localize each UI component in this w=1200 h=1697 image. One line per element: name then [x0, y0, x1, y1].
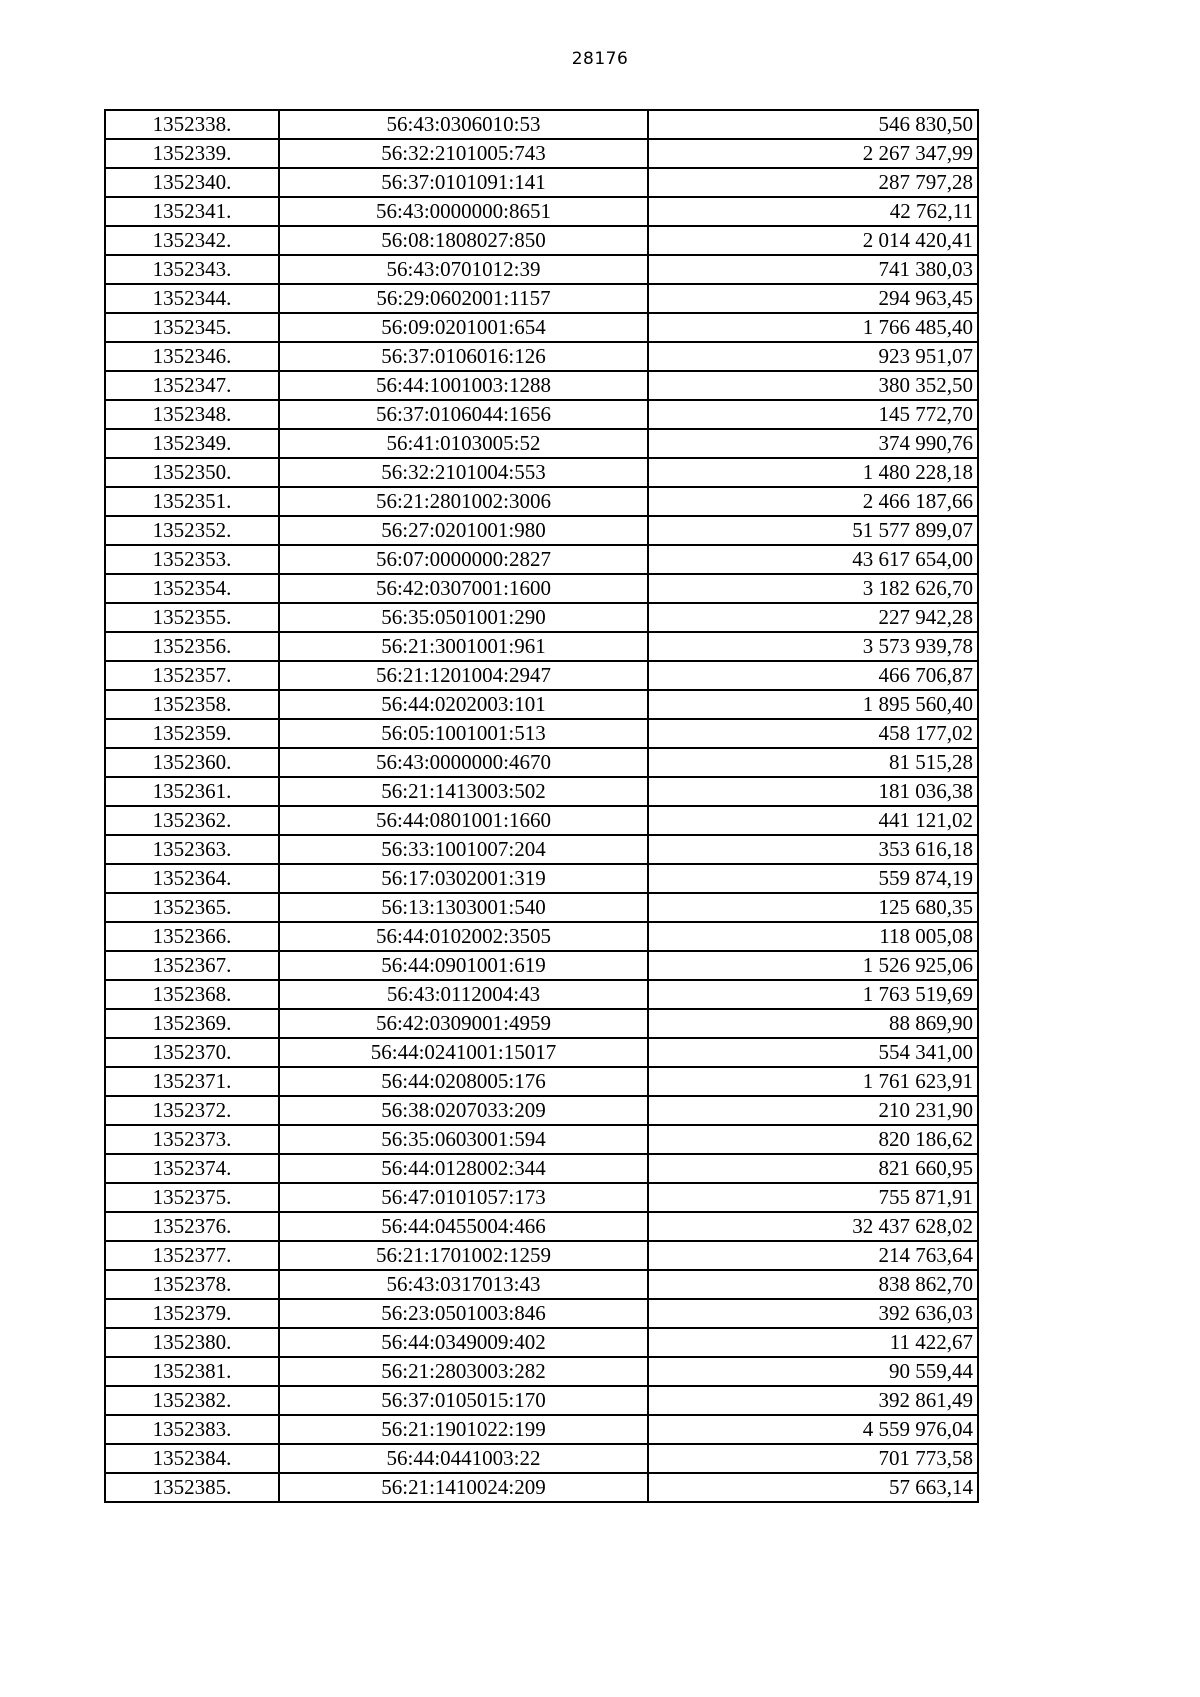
table-row — [105, 168, 978, 197]
row-number: 1352369. — [105, 1009, 279, 1038]
table-row — [105, 661, 978, 690]
table-row — [105, 1096, 978, 1125]
cadastral-number: 56:27:0201001:980 — [279, 516, 648, 545]
cadastral-value: 2 267 347,99 — [648, 139, 978, 168]
cadastral-number: 56:09:0201001:654 — [279, 313, 648, 342]
cadastral-number: 56:32:2101005:743 — [279, 139, 648, 168]
table-row — [105, 1444, 978, 1473]
table-row — [105, 748, 978, 777]
cadastral-number: 56:21:3001001:961 — [279, 632, 648, 661]
cadastral-value-table — [104, 109, 979, 1503]
table-row — [105, 139, 978, 168]
cadastral-value: 923 951,07 — [648, 342, 978, 371]
row-number: 1352359. — [105, 719, 279, 748]
cadastral-number: 56:44:0901001:619 — [279, 951, 648, 980]
table-row — [105, 371, 978, 400]
cadastral-number: 56:44:0128002:344 — [279, 1154, 648, 1183]
cadastral-value: 81 515,28 — [648, 748, 978, 777]
table-row — [105, 1299, 978, 1328]
table-row — [105, 1125, 978, 1154]
row-number: 1352355. — [105, 603, 279, 632]
cadastral-value: 11 422,67 — [648, 1328, 978, 1357]
table-row — [105, 284, 978, 313]
cadastral-value: 380 352,50 — [648, 371, 978, 400]
row-number: 1352340. — [105, 168, 279, 197]
cadastral-number: 56:37:0101091:141 — [279, 168, 648, 197]
table-row — [105, 806, 978, 835]
table-row — [105, 226, 978, 255]
table-row — [105, 1154, 978, 1183]
cadastral-number: 56:44:0241001:15017 — [279, 1038, 648, 1067]
table-row — [105, 574, 978, 603]
row-number: 1352338. — [105, 110, 279, 139]
cadastral-number: 56:42:0309001:4959 — [279, 1009, 648, 1038]
row-number: 1352368. — [105, 980, 279, 1009]
cadastral-number: 56:44:0349009:402 — [279, 1328, 648, 1357]
table-row — [105, 313, 978, 342]
table-row — [105, 1241, 978, 1270]
row-number: 1352351. — [105, 487, 279, 516]
row-number: 1352374. — [105, 1154, 279, 1183]
cadastral-number: 56:41:0103005:52 — [279, 429, 648, 458]
cadastral-value: 1 766 485,40 — [648, 313, 978, 342]
row-number: 1352377. — [105, 1241, 279, 1270]
table-row — [105, 255, 978, 284]
row-number: 1352378. — [105, 1270, 279, 1299]
row-number: 1352357. — [105, 661, 279, 690]
row-number: 1352350. — [105, 458, 279, 487]
cadastral-number: 56:33:1001007:204 — [279, 835, 648, 864]
table-row — [105, 777, 978, 806]
row-number: 1352370. — [105, 1038, 279, 1067]
table-body — [105, 110, 978, 1502]
row-number: 1352379. — [105, 1299, 279, 1328]
table-row — [105, 1328, 978, 1357]
cadastral-value: 32 437 628,02 — [648, 1212, 978, 1241]
table-row — [105, 835, 978, 864]
cadastral-number: 56:29:0602001:1157 — [279, 284, 648, 313]
row-number: 1352349. — [105, 429, 279, 458]
table-row — [105, 632, 978, 661]
table-row — [105, 864, 978, 893]
table-row — [105, 458, 978, 487]
cadastral-number: 56:43:0000000:8651 — [279, 197, 648, 226]
row-number: 1352385. — [105, 1473, 279, 1502]
row-number: 1352383. — [105, 1415, 279, 1444]
table-row — [105, 1473, 978, 1502]
cadastral-value: 1 480 228,18 — [648, 458, 978, 487]
cadastral-number: 56:37:0106044:1656 — [279, 400, 648, 429]
cadastral-value: 51 577 899,07 — [648, 516, 978, 545]
cadastral-value: 374 990,76 — [648, 429, 978, 458]
cadastral-value: 3 182 626,70 — [648, 574, 978, 603]
cadastral-number: 56:47:0101057:173 — [279, 1183, 648, 1212]
table-row — [105, 980, 978, 1009]
table-row — [105, 1183, 978, 1212]
cadastral-value: 353 616,18 — [648, 835, 978, 864]
row-number: 1352347. — [105, 371, 279, 400]
cadastral-number: 56:44:0441003:22 — [279, 1444, 648, 1473]
cadastral-value: 90 559,44 — [648, 1357, 978, 1386]
table-row — [105, 951, 978, 980]
row-number: 1352362. — [105, 806, 279, 835]
row-number: 1352360. — [105, 748, 279, 777]
row-number: 1352384. — [105, 1444, 279, 1473]
row-number: 1352376. — [105, 1212, 279, 1241]
table-row — [105, 1009, 978, 1038]
cadastral-number: 56:21:1413003:502 — [279, 777, 648, 806]
row-number: 1352346. — [105, 342, 279, 371]
cadastral-number: 56:21:1701002:1259 — [279, 1241, 648, 1270]
cadastral-value: 821 660,95 — [648, 1154, 978, 1183]
row-number: 1352366. — [105, 922, 279, 951]
row-number: 1352375. — [105, 1183, 279, 1212]
cadastral-value: 210 231,90 — [648, 1096, 978, 1125]
table-row — [105, 1212, 978, 1241]
cadastral-value: 88 869,90 — [648, 1009, 978, 1038]
row-number: 1352367. — [105, 951, 279, 980]
cadastral-value: 4 559 976,04 — [648, 1415, 978, 1444]
row-number: 1352364. — [105, 864, 279, 893]
cadastral-number: 56:23:0501003:846 — [279, 1299, 648, 1328]
row-number: 1352373. — [105, 1125, 279, 1154]
cadastral-number: 56:35:0603001:594 — [279, 1125, 648, 1154]
cadastral-value: 820 186,62 — [648, 1125, 978, 1154]
page-number: 28176 — [571, 49, 629, 69]
cadastral-value: 2 466 187,66 — [648, 487, 978, 516]
table-row — [105, 719, 978, 748]
table-row — [105, 922, 978, 951]
cadastral-number: 56:44:0801001:1660 — [279, 806, 648, 835]
cadastral-value: 118 005,08 — [648, 922, 978, 951]
cadastral-number: 56:44:0202003:101 — [279, 690, 648, 719]
cadastral-value: 1 526 925,06 — [648, 951, 978, 980]
cadastral-value: 441 121,02 — [648, 806, 978, 835]
cadastral-value: 3 573 939,78 — [648, 632, 978, 661]
cadastral-number: 56:43:0306010:53 — [279, 110, 648, 139]
row-number: 1352348. — [105, 400, 279, 429]
row-number: 1352372. — [105, 1096, 279, 1125]
cadastral-number: 56:37:0105015:170 — [279, 1386, 648, 1415]
cadastral-number: 56:37:0106016:126 — [279, 342, 648, 371]
table-row — [105, 1270, 978, 1299]
table-row — [105, 1386, 978, 1415]
row-number: 1352354. — [105, 574, 279, 603]
cadastral-value: 57 663,14 — [648, 1473, 978, 1502]
cadastral-value: 287 797,28 — [648, 168, 978, 197]
table-row — [105, 429, 978, 458]
table-row — [105, 690, 978, 719]
row-number: 1352380. — [105, 1328, 279, 1357]
cadastral-number: 56:21:2801002:3006 — [279, 487, 648, 516]
row-number: 1352382. — [105, 1386, 279, 1415]
cadastral-number: 56:42:0307001:1600 — [279, 574, 648, 603]
cadastral-value: 125 680,35 — [648, 893, 978, 922]
cadastral-value: 2 014 420,41 — [648, 226, 978, 255]
cadastral-value: 181 036,38 — [648, 777, 978, 806]
cadastral-number: 56:13:1303001:540 — [279, 893, 648, 922]
cadastral-value: 43 617 654,00 — [648, 545, 978, 574]
cadastral-number: 56:21:1410024:209 — [279, 1473, 648, 1502]
cadastral-value: 1 763 519,69 — [648, 980, 978, 1009]
cadastral-number: 56:07:0000000:2827 — [279, 545, 648, 574]
cadastral-number: 56:43:0701012:39 — [279, 255, 648, 284]
cadastral-value: 392 861,49 — [648, 1386, 978, 1415]
table-row — [105, 1415, 978, 1444]
table-row — [105, 342, 978, 371]
cadastral-number: 56:44:0208005:176 — [279, 1067, 648, 1096]
cadastral-number: 56:17:0302001:319 — [279, 864, 648, 893]
cadastral-value: 838 862,70 — [648, 1270, 978, 1299]
cadastral-value: 1 761 623,91 — [648, 1067, 978, 1096]
row-number: 1352344. — [105, 284, 279, 313]
cadastral-number: 56:44:1001003:1288 — [279, 371, 648, 400]
table-row — [105, 1038, 978, 1067]
cadastral-number: 56:08:1808027:850 — [279, 226, 648, 255]
cadastral-number: 56:43:0112004:43 — [279, 980, 648, 1009]
cadastral-value: 392 636,03 — [648, 1299, 978, 1328]
row-number: 1352352. — [105, 516, 279, 545]
table-row — [105, 197, 978, 226]
cadastral-number: 56:38:0207033:209 — [279, 1096, 648, 1125]
row-number: 1352361. — [105, 777, 279, 806]
cadastral-value: 701 773,58 — [648, 1444, 978, 1473]
row-number: 1352342. — [105, 226, 279, 255]
cadastral-value: 741 380,03 — [648, 255, 978, 284]
cadastral-number: 56:21:1201004:2947 — [279, 661, 648, 690]
cadastral-value: 554 341,00 — [648, 1038, 978, 1067]
row-number: 1352365. — [105, 893, 279, 922]
cadastral-number: 56:32:2101004:553 — [279, 458, 648, 487]
row-number: 1352343. — [105, 255, 279, 284]
cadastral-value: 559 874,19 — [648, 864, 978, 893]
table-row — [105, 1067, 978, 1096]
cadastral-number: 56:44:0455004:466 — [279, 1212, 648, 1241]
table-row — [105, 545, 978, 574]
row-number: 1352358. — [105, 690, 279, 719]
row-number: 1352341. — [105, 197, 279, 226]
cadastral-value: 1 895 560,40 — [648, 690, 978, 719]
cadastral-number: 56:05:1001001:513 — [279, 719, 648, 748]
table-row — [105, 110, 978, 139]
row-number: 1352345. — [105, 313, 279, 342]
cadastral-value: 294 963,45 — [648, 284, 978, 313]
table-row — [105, 893, 978, 922]
cadastral-value: 42 762,11 — [648, 197, 978, 226]
row-number: 1352363. — [105, 835, 279, 864]
cadastral-value: 214 763,64 — [648, 1241, 978, 1270]
table-row — [105, 603, 978, 632]
cadastral-number: 56:43:0000000:4670 — [279, 748, 648, 777]
table-row — [105, 487, 978, 516]
row-number: 1352371. — [105, 1067, 279, 1096]
cadastral-number: 56:21:1901022:199 — [279, 1415, 648, 1444]
cadastral-value: 546 830,50 — [648, 110, 978, 139]
row-number: 1352356. — [105, 632, 279, 661]
cadastral-number: 56:43:0317013:43 — [279, 1270, 648, 1299]
cadastral-value: 466 706,87 — [648, 661, 978, 690]
cadastral-value: 755 871,91 — [648, 1183, 978, 1212]
row-number: 1352339. — [105, 139, 279, 168]
cadastral-number: 56:21:2803003:282 — [279, 1357, 648, 1386]
cadastral-value: 145 772,70 — [648, 400, 978, 429]
row-number: 1352353. — [105, 545, 279, 574]
cadastral-number: 56:44:0102002:3505 — [279, 922, 648, 951]
row-number: 1352381. — [105, 1357, 279, 1386]
cadastral-value: 227 942,28 — [648, 603, 978, 632]
table-row — [105, 400, 978, 429]
table-row — [105, 516, 978, 545]
cadastral-number: 56:35:0501001:290 — [279, 603, 648, 632]
cadastral-value: 458 177,02 — [648, 719, 978, 748]
table-row — [105, 1357, 978, 1386]
